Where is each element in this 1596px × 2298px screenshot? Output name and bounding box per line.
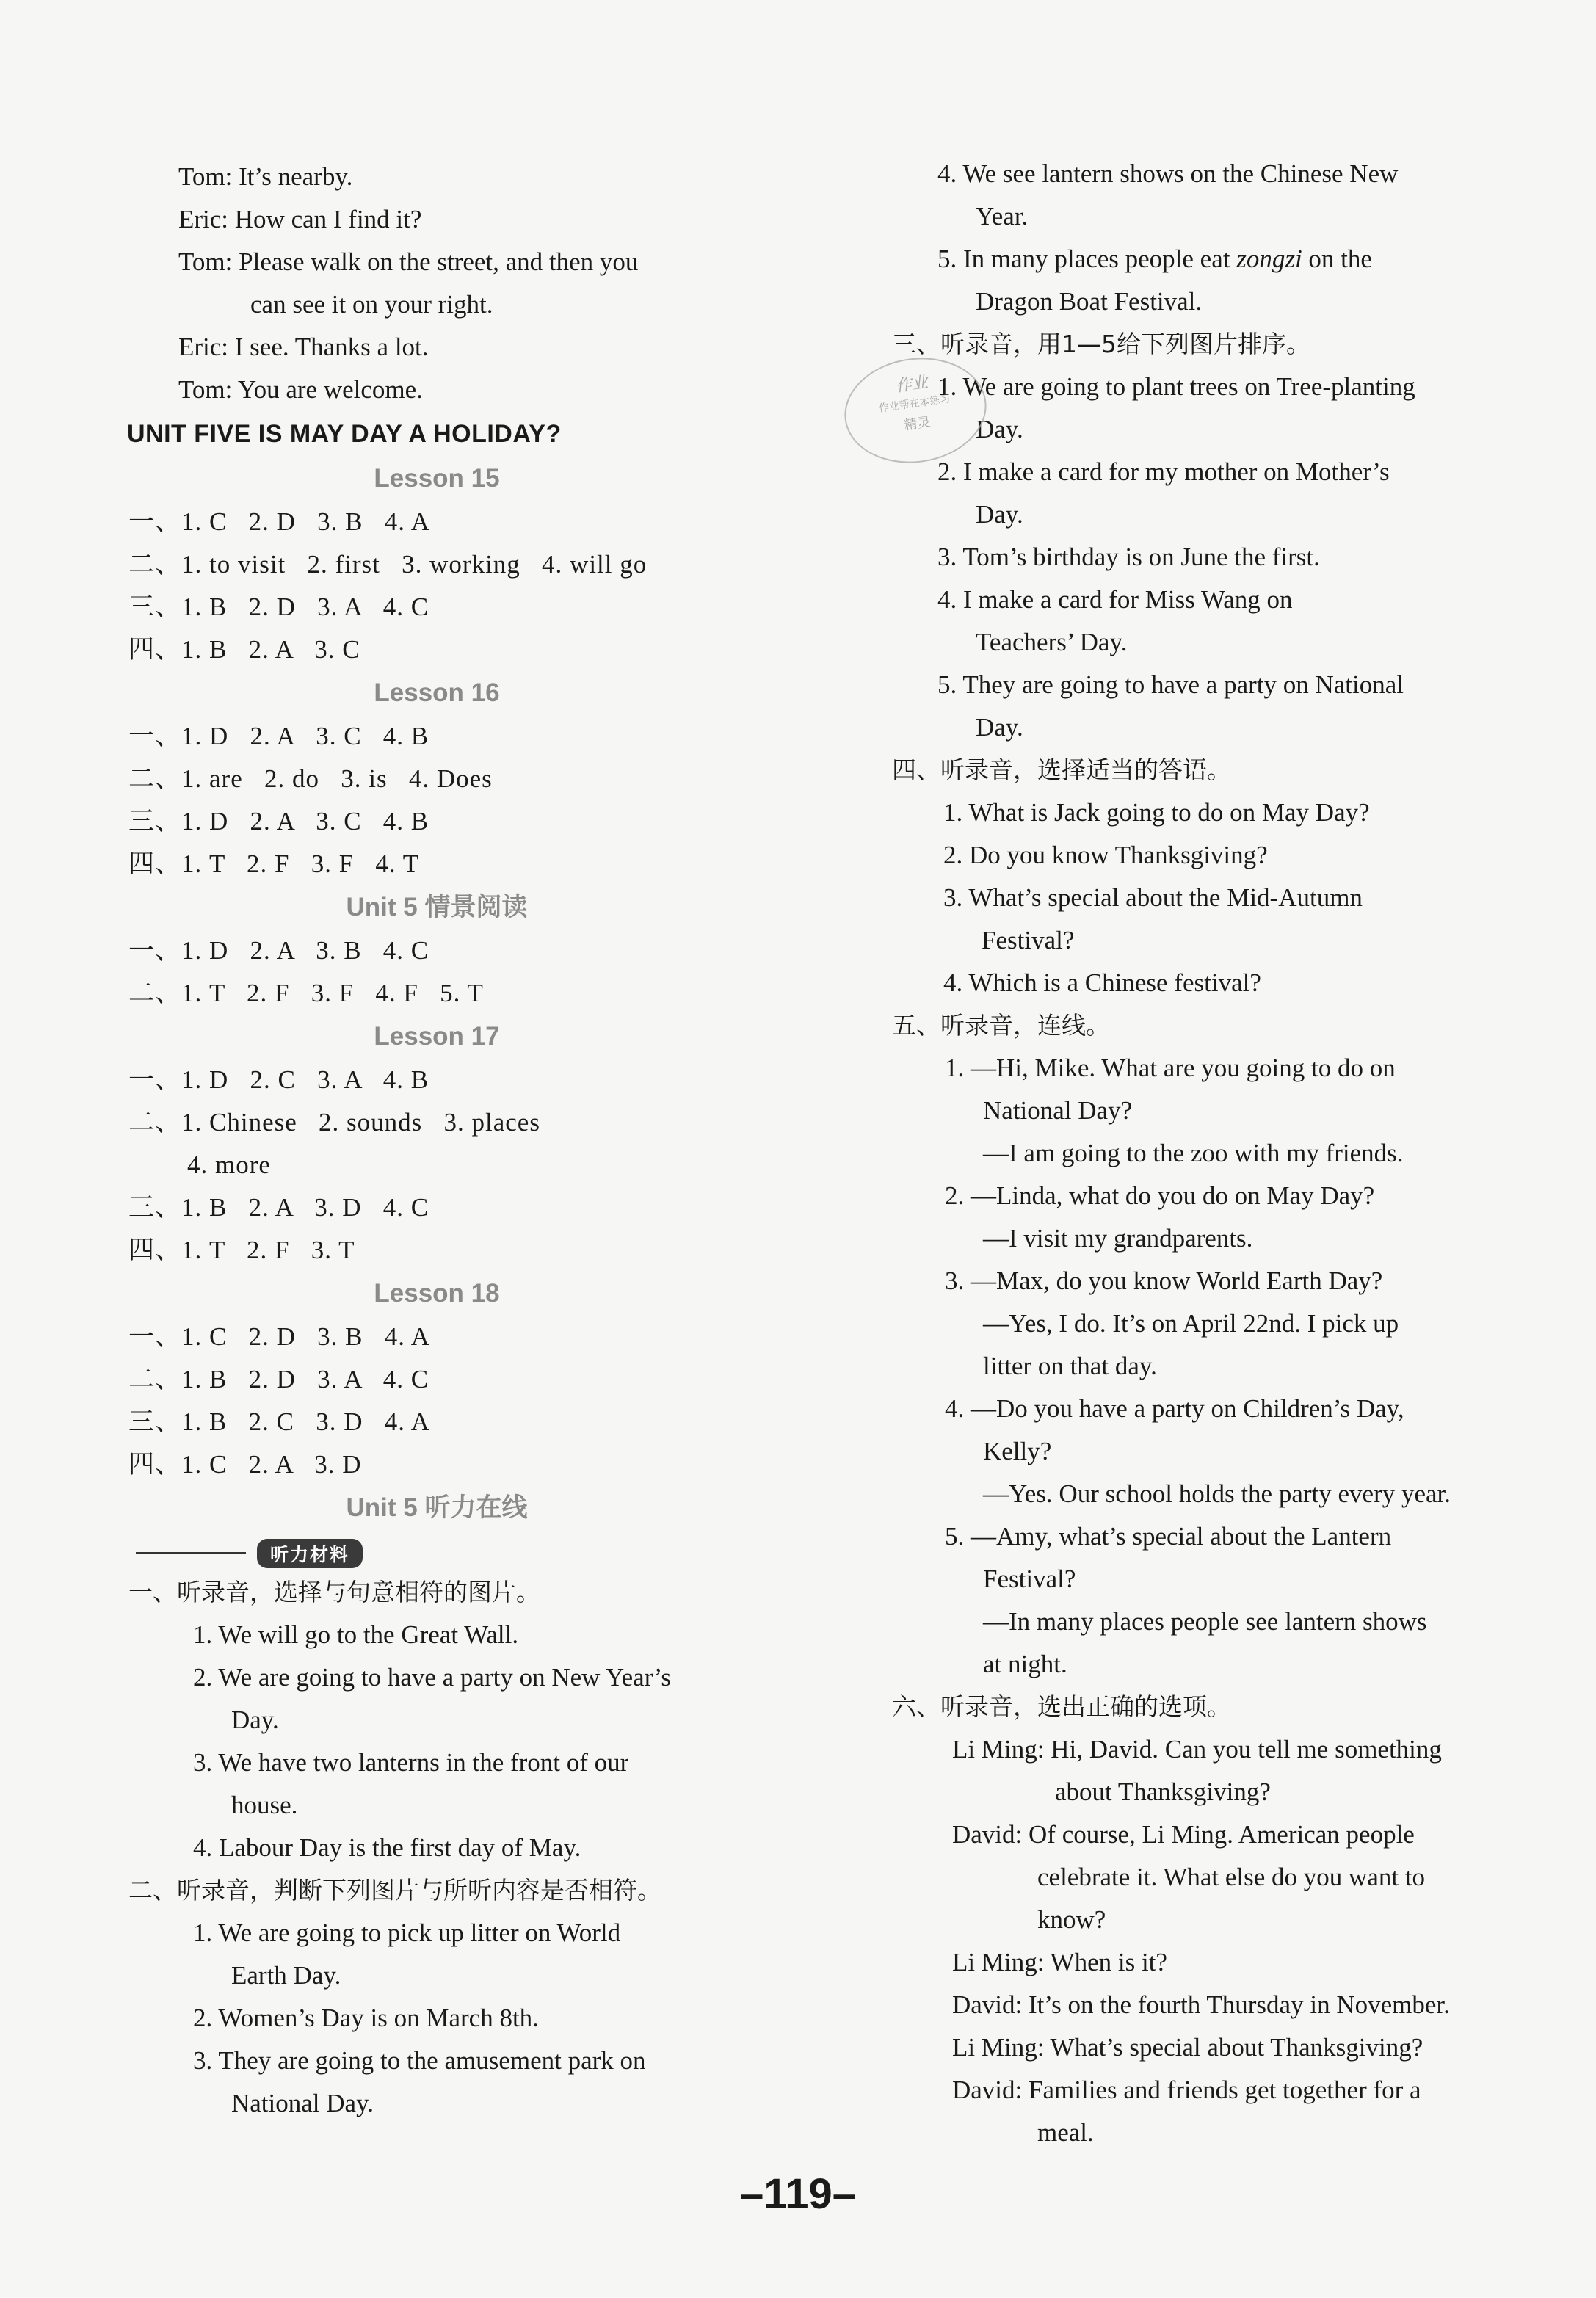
dialogue-line-cont: celebrate it. What else do you want to [1037,1863,1426,1891]
item-number: 5. [937,670,963,699]
list-item-cont: —I visit my grandparents. [983,1224,1253,1253]
listening-material-badge-row [128,1534,760,1571]
dialogue-line [892,2026,1509,2069]
lesson-15-answers [128,501,760,671]
item-text: We are going to pick up litter on World [218,1918,621,1947]
answer-row: 一、1. D 2. C 3. A 4. B [128,1065,429,1094]
item-number: 5. [937,244,963,273]
answer-row: 二、1. to visit 2. first 3. working 4. will go [128,550,648,579]
item-number: 4. [943,968,969,997]
answer-row: 一、1. D 2. A 3. B 4. C [128,936,429,965]
unit5-reading-answers [128,929,760,1015]
dialogue-text: I see. Thanks a lot. [234,333,429,361]
answer-row: 四、1. C 2. A 3. D [128,1450,362,1479]
item-number: 2. [193,1663,219,1692]
listening-sec6-dialogue [892,1728,1509,2154]
item-number: 1. [193,1620,219,1649]
left-column [128,156,760,2125]
badge-rule [136,1552,246,1554]
dialogue-text: What’s special about Thanksgiving? [1050,2033,1423,2062]
list-item [892,1047,1509,1090]
listening-sec2-continued [892,153,1509,323]
list-item-cont: Day. [231,1706,279,1734]
item-text: We have two lanterns in the front of our [218,1748,629,1777]
list-item-cont: National Day. [231,2089,374,2117]
dialogue-line-cont: know? [1037,1905,1106,1934]
list-item-cont: Kelly? [983,1437,1052,1465]
item-text: Do you know Thanksgiving? [969,841,1268,869]
list-item [892,579,1509,621]
dialogue-text: Hi, David. Can you tell me something [1051,1735,1442,1764]
list-item-cont: Teachers’ Day. [976,628,1128,656]
list-item [892,451,1509,493]
list-item-cont: Day. [976,415,1023,443]
listening-sec2-heading: 二、听录音，判断下列图片与所听内容是否相符。 [128,1876,661,1904]
speaker: David: [952,1990,1029,2019]
item-text: I make a card for my mother on Mother’s [963,457,1390,486]
list-item [892,962,1509,1004]
speaker: David: [952,2076,1029,2104]
answer-row: 二、1. are 2. do 3. is 4. Does [128,764,493,793]
list-item [892,1175,1509,1217]
answer-row: 三、1. B 2. D 3. A 4. C [128,592,429,621]
list-item-cont: —Yes. Our school holds the party every year. [983,1479,1451,1508]
item-text: We are going to plant trees on Tree-planting [962,372,1415,401]
item-text: We see lantern shows on the Chinese New [962,159,1399,188]
item-text: —Linda, what do you do on May Day? [971,1181,1375,1210]
listening-sec2-items [128,1912,760,2125]
stamp-line-3: 精灵 [903,414,932,434]
item-text: Tom’s birthday is on June the first. [962,543,1320,571]
answer-row: 四、1. T 2. F 3. T [128,1236,355,1264]
item-number: 1. [943,798,969,827]
item-text: We will go to the Great Wall. [218,1620,519,1649]
item-number: 2. [193,2004,219,2032]
item-text: What is Jack going to do on May Day? [968,798,1370,827]
list-item [892,877,1509,919]
unit5-listening-title: Unit 5 听力在线 [346,1493,528,1522]
list-item-cont: Festival? [983,1565,1076,1593]
list-item-cont: National Day? [983,1096,1133,1125]
item-text: —Do you have a party on Children’s Day, [971,1394,1404,1423]
item-number: 1. [937,372,963,401]
answer-row: 四、1. B 2. A 3. C [128,635,360,664]
answer-row: 一、1. C 2. D 3. B 4. A [128,507,431,536]
lesson-16-answers [128,715,760,885]
answer-row: 四、1. T 2. F 3. F 4. T [128,849,420,878]
listening-sec1-items [128,1614,760,1869]
dialogue-line [892,1813,1509,1856]
item-number: 3. [945,1266,971,1295]
list-item [128,1656,760,1699]
item-text-italic: zongzi [1236,244,1302,273]
stamp-line-2: 作业帮在本练习 [878,393,951,415]
dialogue-line-cont: meal. [1037,2118,1094,2147]
dialogue-line [892,1728,1509,1771]
list-item [128,1741,760,1784]
lesson-15-title: Lesson 15 [374,464,500,493]
item-number: 4. [945,1394,971,1423]
lesson-16-title: Lesson 16 [374,678,500,707]
dialogue-text: When is it? [1050,1948,1167,1976]
speaker: Tom: [178,162,239,191]
dialogue-line-cont: about Thanksgiving? [1055,1777,1271,1806]
item-number: 4. [937,585,963,614]
list-item [892,1515,1509,1558]
item-text: I make a card for Miss Wang on [963,585,1293,614]
item-number: 1. [945,1054,971,1082]
list-item [892,791,1509,834]
item-number: 1. [193,1918,219,1947]
item-number: 3. [193,2046,219,2075]
list-item-cont: Day. [976,500,1023,529]
unit-title: UNIT FIVE IS MAY DAY A HOLIDAY? [127,420,562,448]
item-number: 2. [943,841,969,869]
dialogue-top [128,156,760,411]
list-item-cont: Year. [976,202,1029,231]
speaker: Li Ming: [952,1735,1051,1764]
item-text: They are going to the amusement park on [218,2046,646,2075]
item-number: 4. [937,159,963,188]
dialogue-line-cont: can see it on your right. [250,290,493,319]
list-item-cont: —In many places people see lantern shows [983,1607,1427,1636]
lesson-17-answers [128,1059,760,1272]
item-number: 3. [193,1748,219,1777]
lesson-17-title: Lesson 17 [374,1022,500,1051]
answer-row: 一、1. C 2. D 3. B 4. A [128,1322,431,1351]
dialogue-text: You are welcome. [237,375,423,404]
item-text: —Max, do you know World Earth Day? [971,1266,1383,1295]
answer-row: 三、1. B 2. A 3. D 4. C [128,1193,429,1222]
item-text: Women’s Day is on March 8th. [218,2004,539,2032]
listening-sec1-heading: 一、听录音，选择与句意相符的图片。 [128,1578,540,1606]
list-item-cont: litter on that day. [983,1352,1157,1380]
dialogue-line [892,2069,1509,2112]
list-item-cont: at night. [983,1650,1067,1678]
answer-row: 二、1. B 2. D 3. A 4. C [128,1365,429,1393]
speaker: Li Ming: [952,1948,1051,1976]
dialogue-text: It’s on the fourth Thursday in November. [1029,1990,1450,2019]
list-item [892,1388,1509,1430]
answer-row: 三、1. B 2. C 3. D 4. A [128,1407,431,1436]
dialogue-line [128,326,760,369]
listening-sec3-heading: 三、听录音，用1—5给下列图片排序。 [892,330,1310,358]
dialogue-line [128,369,760,411]
list-item [128,2040,760,2082]
answer-row: 二、1. T 2. F 3. F 4. F 5. T [128,979,484,1007]
listening-sec5-items [892,1047,1509,1686]
dialogue-text: It’s nearby. [239,162,353,191]
listening-sec4-heading: 四、听录音，选择适当的答语。 [892,755,1231,784]
list-item [128,1827,760,1869]
item-number: 3. [937,543,963,571]
list-item [892,238,1509,280]
dialogue-text: Please walk on the street, and then you [239,247,639,276]
item-number: 3. [943,883,969,912]
lesson-18-answers [128,1316,760,1486]
item-text: Labour Day is the first day of May. [219,1833,581,1862]
list-item-cont: Day. [976,713,1023,742]
listening-material-badge: 听力材料 [257,1539,363,1568]
right-column [892,153,1509,2154]
list-item-cont: —Yes, I do. It’s on April 22nd. I pick up [983,1309,1399,1338]
listening-sec6-heading: 六、听录音，选出正确的选项。 [892,1692,1231,1721]
answer-row: 二、1. Chinese 2. sounds 3. places [128,1108,540,1137]
item-number: 4. [193,1833,219,1862]
list-item-cont: Dragon Boat Festival. [976,287,1203,316]
item-text: Which is a Chinese festival? [968,968,1261,997]
list-item [892,153,1509,195]
unit5-reading-title: Unit 5 情景阅读 [346,893,528,921]
stamp-line-1: 作业 [894,373,929,396]
item-text: They are going to have a party on National [962,670,1404,699]
answer-row: 三、1. D 2. A 3. C 4. B [128,807,429,836]
speaker: Li Ming: [952,2033,1051,2062]
item-text: What’s special about the Mid-Autumn [968,883,1363,912]
dialogue-line [128,241,760,283]
speaker: Tom: [178,375,238,404]
list-item [128,1912,760,1954]
listening-sec5-heading: 五、听录音，连线。 [892,1011,1110,1040]
speaker: Tom: [178,247,239,276]
item-number: 5. [945,1522,971,1551]
speaker: Eric: [178,205,235,233]
list-item [128,1997,760,2040]
item-text: We are going to have a party on New Year’s [218,1663,672,1692]
answer-row: 一、1. D 2. A 3. C 4. B [128,722,429,750]
speaker: Eric: [178,333,235,361]
dialogue-text: Families and friends get together for a [1029,2076,1421,2104]
list-item [892,1260,1509,1302]
dialogue-line [128,156,760,198]
list-item-cont: —I am going to the zoo with my friends. [983,1139,1404,1167]
lesson-18-title: Lesson 18 [374,1279,500,1308]
item-text: —Amy, what’s special about the Lantern [971,1522,1392,1551]
list-item [128,1614,760,1656]
list-item-cont: Earth Day. [231,1961,341,1990]
list-item [892,664,1509,706]
list-item [892,834,1509,877]
page-number: –119– [739,2170,857,2218]
item-number: 2. [937,457,963,486]
dialogue-line [892,1941,1509,1984]
listening-sec3-items [892,366,1509,749]
speaker: David: [952,1820,1029,1849]
dialogue-line [892,1984,1509,2026]
list-item-cont: Festival? [982,926,1075,954]
item-text: on the [1302,244,1372,273]
item-number: 2. [945,1181,971,1210]
item-text: —Hi, Mike. What are you going to do on [971,1054,1396,1082]
item-text: In many places people eat [963,244,1237,273]
dialogue-text: How can I find it? [234,205,422,233]
list-item [892,536,1509,579]
dialogue-line [128,198,760,241]
dialogue-text: Of course, Li Ming. American people [1029,1820,1415,1849]
list-item-cont: house. [231,1791,298,1819]
answer-row: 4. more [187,1150,271,1179]
listening-sec4-items [892,791,1509,1004]
